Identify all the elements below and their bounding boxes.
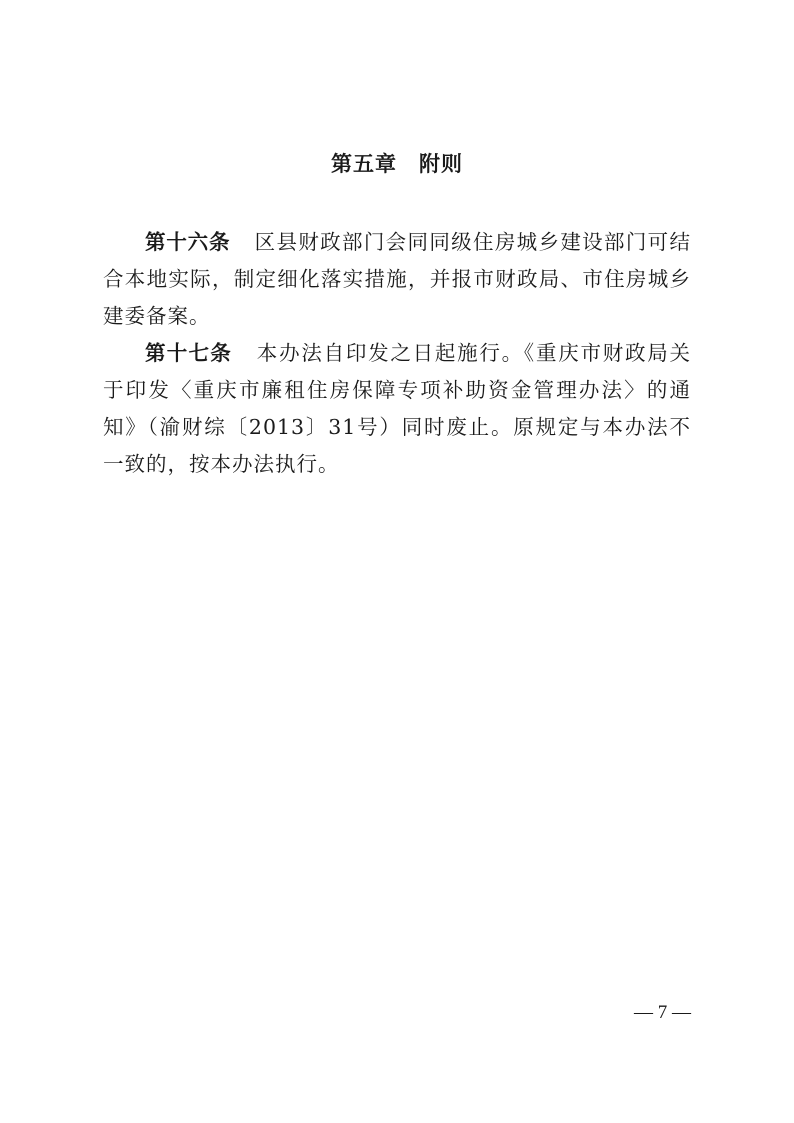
article-16-label: 第十六条 <box>145 230 231 254</box>
article-16-text: 区县财政部门会同同级住房城乡建设部门可结合本地实际，制定细化落实措施，并报市财政局、市住房城乡建委备案。 <box>103 230 692 328</box>
article-16 <box>103 224 691 335</box>
chapter-heading <box>0 150 794 178</box>
article-17-text: 本办法自印发之日起施行。《重庆市财政局关于印发〈重庆市廉租住房保障专项补助资金管理办法〉的通知》（渝财综〔2013〕31号）同时废止。原规定与本办法不一致的，按本办法执行。 <box>103 341 692 476</box>
document-body <box>103 224 691 483</box>
article-17 <box>103 335 691 483</box>
article-17-label: 第十七条 <box>145 341 233 365</box>
chapter-number: 第五章 <box>331 152 397 176</box>
page-number: — 7 — <box>634 1002 691 1023</box>
chapter-title: 附则 <box>419 152 463 176</box>
